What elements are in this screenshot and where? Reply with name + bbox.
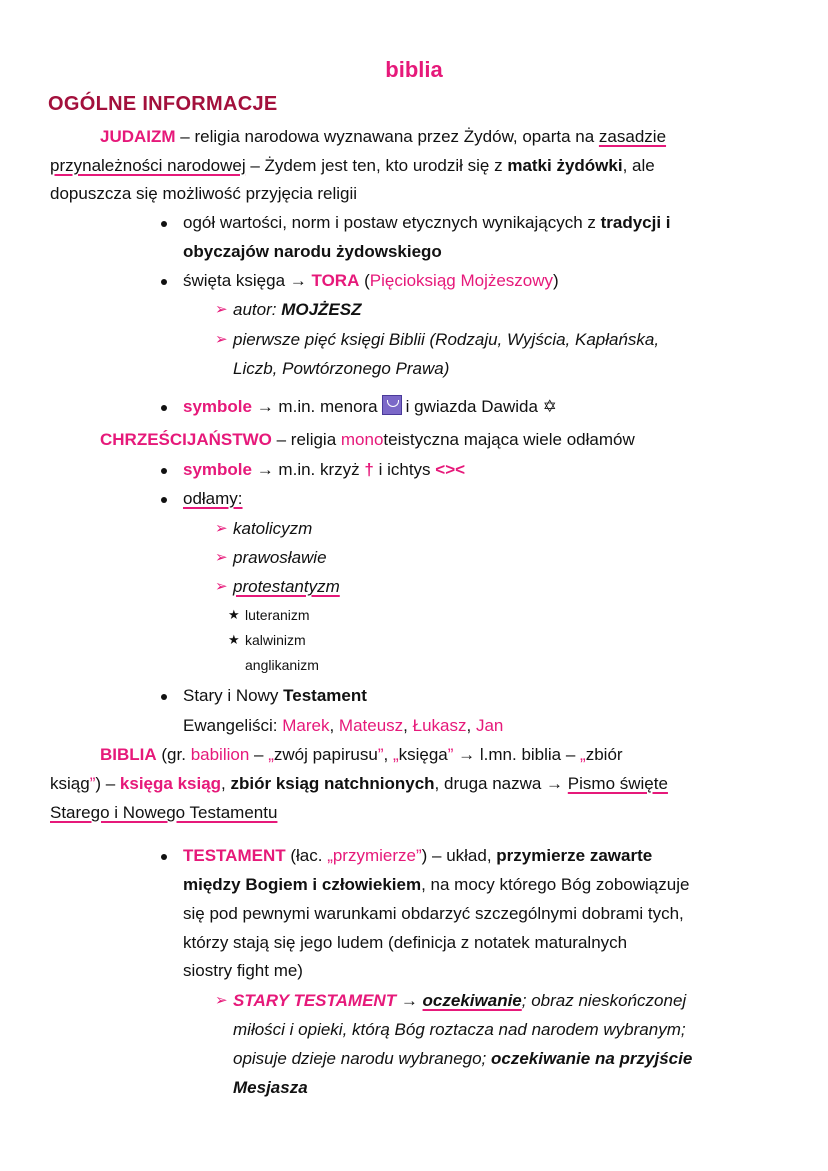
text-segment: dopuszcza się możliwość przyjęcia religii bbox=[50, 184, 358, 203]
text-segment: symbole bbox=[183, 397, 252, 416]
evangelists-line bbox=[183, 712, 503, 740]
text-segment: Mateusz bbox=[338, 716, 404, 735]
text-segment: symbole bbox=[183, 460, 252, 479]
text-segment: święta księga → bbox=[183, 271, 312, 290]
text-segment: CHRZEŚCIJAŃSTWO bbox=[100, 430, 272, 449]
text-segment: zasadzie bbox=[598, 127, 667, 146]
text-segment: – Żydem jest ten, kto urodził się z bbox=[245, 156, 508, 175]
text-segment: ksiąg bbox=[50, 774, 90, 793]
text-segment: – religia bbox=[271, 430, 341, 449]
bullet-item bbox=[183, 682, 367, 710]
text-segment: luteranizm bbox=[245, 607, 310, 623]
bullet-continuation bbox=[183, 238, 442, 266]
text-segment: Mesjasza bbox=[233, 1078, 308, 1097]
text-segment: , bbox=[466, 716, 476, 735]
text-segment: księga ksiąg bbox=[119, 774, 222, 793]
text-segment: Ewangeliści: bbox=[183, 716, 283, 735]
bullet-continuation bbox=[183, 929, 627, 957]
bullet-continuation bbox=[183, 871, 689, 899]
text-segment: Testament bbox=[283, 686, 367, 705]
text-segment: Łukasz bbox=[412, 716, 467, 735]
text-segment: babilion bbox=[190, 745, 250, 764]
text-segment: ( bbox=[359, 271, 370, 290]
text-segment: † bbox=[364, 460, 374, 479]
text-segment: , bbox=[221, 774, 231, 793]
text-segment: kalwinizm bbox=[245, 632, 306, 648]
text-segment: autor: bbox=[233, 300, 282, 319]
text-segment: oczekiwanie na przyjście bbox=[491, 1049, 693, 1068]
text-segment: prawosławie bbox=[233, 548, 327, 567]
paragraph-chrzescijanstwo bbox=[100, 426, 635, 454]
text-segment: <>< bbox=[435, 460, 466, 479]
text-segment: „ bbox=[392, 745, 399, 764]
text-segment: , ale bbox=[622, 156, 655, 175]
text-segment: Marek bbox=[282, 716, 330, 735]
text-segment: ) bbox=[553, 271, 559, 290]
text-segment: , druga nazwa → bbox=[434, 774, 568, 793]
text-segment: przymierze zawarte bbox=[496, 846, 653, 865]
text-segment: przynależności narodowej bbox=[50, 156, 246, 175]
paragraph-line bbox=[50, 799, 277, 827]
text-segment: ) – układ, bbox=[421, 846, 497, 865]
text-segment: anglikanizm bbox=[245, 657, 319, 673]
text-segment: zbiór ksiąg natchnionych bbox=[230, 774, 435, 793]
text-segment: Pismo święte bbox=[567, 774, 668, 793]
text-segment: obyczajów narodu żydowskiego bbox=[183, 242, 442, 261]
section-heading: OGÓLNE INFORMACJE bbox=[48, 93, 278, 115]
text-segment: „ bbox=[580, 745, 586, 764]
arrow-continuation bbox=[233, 355, 449, 383]
text-segment: ” bbox=[377, 745, 384, 764]
bullet-item bbox=[183, 842, 652, 870]
text-segment: → bbox=[396, 991, 423, 1010]
text-segment: → l.mn. biblia – bbox=[453, 745, 581, 764]
arrow-continuation bbox=[233, 1074, 308, 1102]
text-segment: protestantyzm bbox=[233, 577, 340, 596]
text-segment: i ichtys bbox=[373, 460, 436, 479]
text-segment: „ bbox=[268, 745, 274, 764]
text-segment: (łac. bbox=[285, 846, 328, 865]
text-segment: siostry fight me) bbox=[183, 961, 303, 980]
text-segment: zbiór bbox=[585, 745, 623, 764]
text-segment: między Bogiem i człowiekiem bbox=[183, 875, 422, 894]
text-segment: którzy stają się jego ludem (definicja z notatek maturalnych bbox=[183, 933, 628, 952]
text-segment: zwój papirusu bbox=[273, 745, 378, 764]
arrow-continuation bbox=[233, 1045, 692, 1073]
text-segment: księga bbox=[398, 745, 448, 764]
bullet-item bbox=[183, 267, 559, 295]
text-segment: , bbox=[403, 716, 413, 735]
text-segment: , na mocy którego Bóg zobowiązuje bbox=[421, 875, 690, 894]
text-segment: ) – bbox=[95, 774, 120, 793]
text-segment: i gwiazda Dawida ✡ bbox=[405, 397, 557, 416]
text-segment: STARY TESTAMENT bbox=[233, 991, 397, 1010]
text-segment: oczekiwanie bbox=[422, 991, 522, 1010]
text-segment: katolicyzm bbox=[233, 519, 313, 538]
text-segment: miłości i opieki, którą Bóg roztacza nad narodem wybranym; bbox=[233, 1020, 686, 1039]
arrow-continuation bbox=[233, 1016, 686, 1044]
bullet-item bbox=[183, 485, 243, 513]
arrow-item bbox=[233, 296, 362, 324]
text-segment: ” bbox=[89, 774, 96, 793]
text-segment: BIBLIA bbox=[100, 745, 157, 764]
text-segment: się pod pewnymi warunkami obdarzyć szczególnymi dobrami tych, bbox=[183, 904, 684, 923]
text-segment: odłamy: bbox=[183, 489, 243, 508]
text-segment: tradycji i bbox=[600, 213, 671, 232]
arrow-item bbox=[233, 544, 327, 572]
text-segment: TESTAMENT bbox=[183, 846, 286, 865]
bullet-continuation bbox=[183, 957, 303, 985]
star-item bbox=[245, 626, 306, 654]
paragraph-judaizm bbox=[100, 123, 666, 151]
text-segment: matki żydówki bbox=[507, 156, 623, 175]
text-segment: – religia narodowa wyznawana przez Żydów, oparta na bbox=[175, 127, 599, 146]
arrow-item bbox=[233, 573, 340, 601]
text-segment: (gr. bbox=[156, 745, 191, 764]
text-segment: Pięcioksiąg Mojżeszowy bbox=[369, 271, 554, 290]
bullet-item bbox=[183, 456, 465, 484]
text-segment: pierwsze pięć księgi Biblii (Rodzaju, Wyjścia, Kapłańska, bbox=[233, 330, 660, 349]
arrow-item bbox=[233, 326, 659, 354]
bullet-item bbox=[183, 393, 557, 421]
text-segment: Jan bbox=[475, 716, 504, 735]
text-segment: Liczb, Powtórzonego Prawa) bbox=[233, 359, 450, 378]
text-segment: TORA bbox=[311, 271, 360, 290]
text-segment: Stary i Nowy bbox=[183, 686, 284, 705]
text-segment: MOJŻESZ bbox=[281, 300, 362, 319]
text-segment: Starego i Nowego Testamentu bbox=[50, 803, 278, 822]
menorah-icon bbox=[382, 395, 402, 415]
text-segment: JUDAIZM bbox=[100, 127, 176, 146]
paragraph-biblia bbox=[100, 741, 623, 769]
paragraph-line bbox=[50, 152, 655, 180]
paragraph-line bbox=[50, 180, 357, 208]
arrow-item bbox=[233, 515, 312, 543]
text-segment: mono bbox=[340, 430, 384, 449]
text-segment: ” bbox=[447, 745, 454, 764]
text-segment: , bbox=[383, 745, 393, 764]
text-segment: „przymierze” bbox=[327, 846, 422, 865]
text-segment: ogół wartości, norm i postaw etycznych wynikających z bbox=[183, 213, 601, 232]
bullet-item bbox=[183, 209, 671, 237]
star-item bbox=[245, 601, 310, 629]
text-segment: → m.in. menora bbox=[251, 397, 378, 416]
bullet-continuation bbox=[183, 900, 684, 928]
star-item bbox=[245, 651, 319, 679]
arrow-item bbox=[233, 987, 686, 1015]
text-segment: teistyczna mająca wiele odłamów bbox=[383, 430, 635, 449]
text-segment: , bbox=[329, 716, 339, 735]
document-title: biblia bbox=[385, 57, 443, 82]
paragraph-line bbox=[50, 770, 668, 798]
text-segment: → m.in. krzyż bbox=[251, 460, 365, 479]
text-segment: opisuje dzieje narodu wybranego; bbox=[233, 1049, 492, 1068]
text-segment: ; obraz nieskończonej bbox=[521, 991, 687, 1010]
text-segment: – bbox=[249, 745, 269, 764]
